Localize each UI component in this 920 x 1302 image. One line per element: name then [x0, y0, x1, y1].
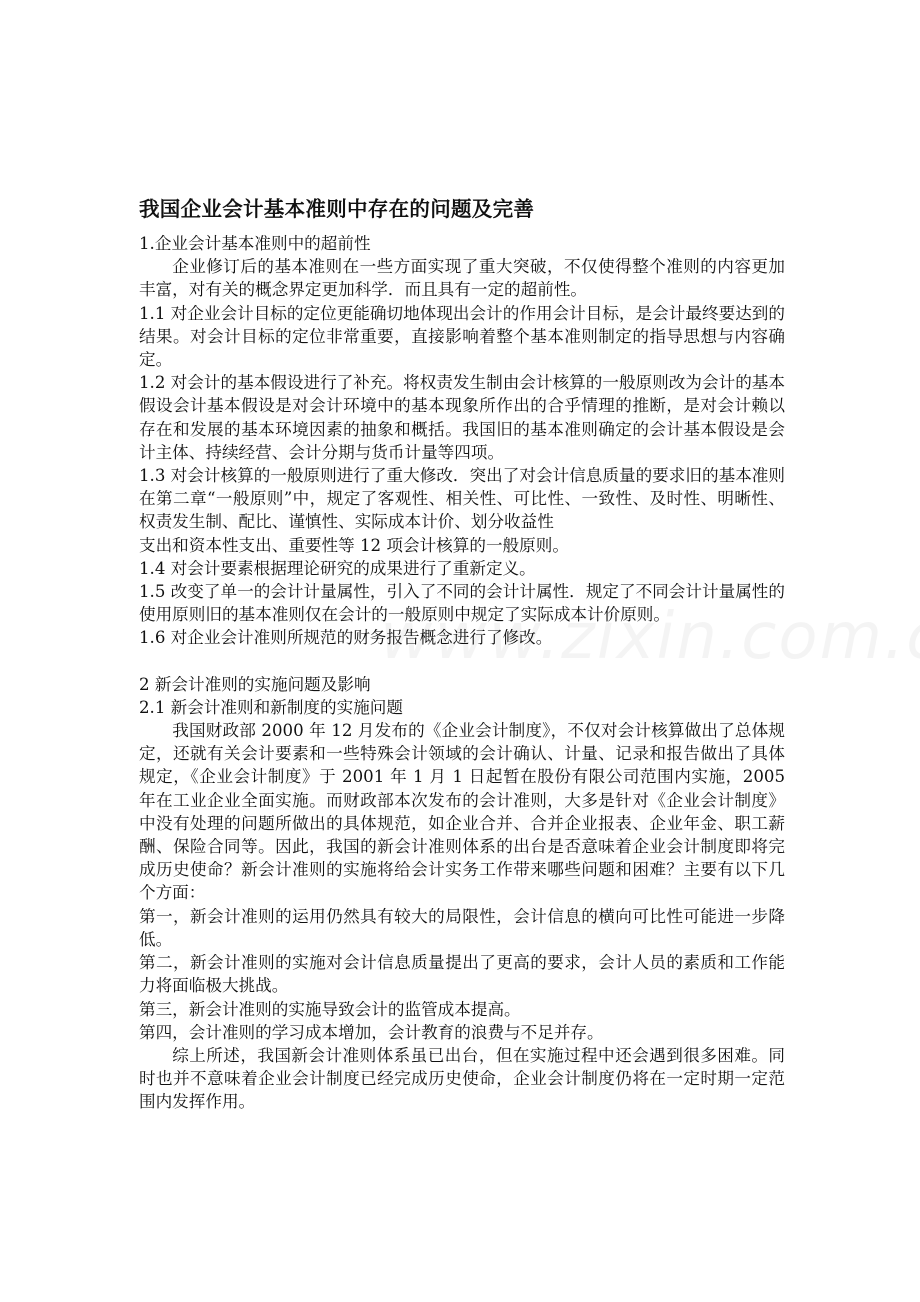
- point-third: 第三，新会计准则的实施导致会计的监管成本提高。: [139, 999, 521, 1019]
- list-item-1-6: 1.6 对企业会计准则所规范的财务报告概念进行了修改。: [139, 628, 553, 648]
- list-item-1-2: 1.2 对会计的基本假设进行了补充。将权责发生制由会计核算的一般原则改为会计的基本假设会计基本假设是对会计环境中的基本现象所作出的合乎情理的推断，是对会计赖以存在和发展的基本环境因素的抽象和概括。我国旧的基本准则确定的会计基本假设是会计主体、持续经营、会计分期与货币计量等四项。: [139, 373, 785, 462]
- list-item-1-1: 1.1 对企业会计目标的定位更能确切地体现出会计的作用会计目标，是会计最终要达到的结果。对会计目标的定位非常重要，直接影响着整个基本准则制定的指导思想与内容确定。: [139, 303, 785, 370]
- list-item-1-5: 1.5 改变了单一的会计计量属性，引入了不同的会计计属性．规定了不同会计计量属性的使用原则旧的基本准则仅在会计的一般原则中规定了实际成本计价原则。: [139, 582, 785, 625]
- subsection-heading-2-1: 2.1 新会计准则和新制度的实施问题: [139, 697, 403, 717]
- body-paragraph: 企业修订后的基本准则在一些方面实现了重大突破，不仅使得整个准则的内容更加丰富，对有关的概念界定更加科学．而且具有一定的超前性。: [139, 257, 785, 300]
- conclusion-paragraph: 综上所述，我国新会计准则体系虽已出台，但在实施过程中还会遇到很多困难。同时也并不意味着企业会计制度已经完成历史使命，企业会计制度仍将在一定时期一定范围内发挥作用。: [139, 1045, 785, 1112]
- point-first: 第一，新会计准则的运用仍然具有较大的局限性，会计信息的横向可比性可能进一步降低。: [139, 906, 785, 949]
- document-title: 我国企业会计基本准则中存在的问题及完善: [139, 197, 535, 221]
- document-page: [139, 190, 785, 1114]
- list-item-1-4: 1.4 对会计要素根据理论研究的成果进行了重新定义。: [139, 558, 536, 578]
- section-heading-2: 2 新会计准则的实施问题及影响: [139, 674, 371, 694]
- list-item-1-3: 1.3 对会计核算的一般原则进行了重大修改．突出了对会计信息质量的要求旧的基本准则在第二章“一般原则”中，规定了客观性、相关性、可比性、一致性、及时性、明晰性、权责发生制、配比、谨慎性、实际成本计价、划分收益性: [139, 466, 785, 532]
- point-second: 第二，新会计准则的实施对会计信息质量提出了更高的要求，会计人员的素质和工作能力将面临极大挑战。: [139, 953, 785, 996]
- point-fourth: 第四，会计准则的学习成本增加，会计教育的浪费与不足并存。: [139, 1022, 604, 1042]
- section-heading-1: 1.企业会计基本准则中的超前性: [139, 234, 371, 253]
- blank-line: [139, 650, 785, 673]
- body-paragraph: 我国财政部 2000 年 12 月发布的《企业会计制度》，不仅对会计核算做出了总体规定，还就有关会计要素和一些特殊会计领域的会计确认、计量、记录和报告做出了具体规定，《企业会计制度》于 2001 年 1 月 1 日起暂在股份有限公司范围内实施，2005 年在工业企业全面实施。而财政部本次发布的会计准则，大多是针对《企业会计制度》中没有处理的问题所做出的具体规范，如企业合并、合并企业报表、企业年金、职工薪酬、保险合同等。因此，我国的新会计准则体系的出台是否意味着企业会计制度即将完成历史使命？新会计准则的实施将给会计实务工作带来哪些问题和困难？主要有以下几个方面：: [139, 721, 785, 903]
- list-item-1-3-continued: 支出和资本性支出、重要性等 12 项会计核算的一般原则。: [139, 535, 569, 555]
